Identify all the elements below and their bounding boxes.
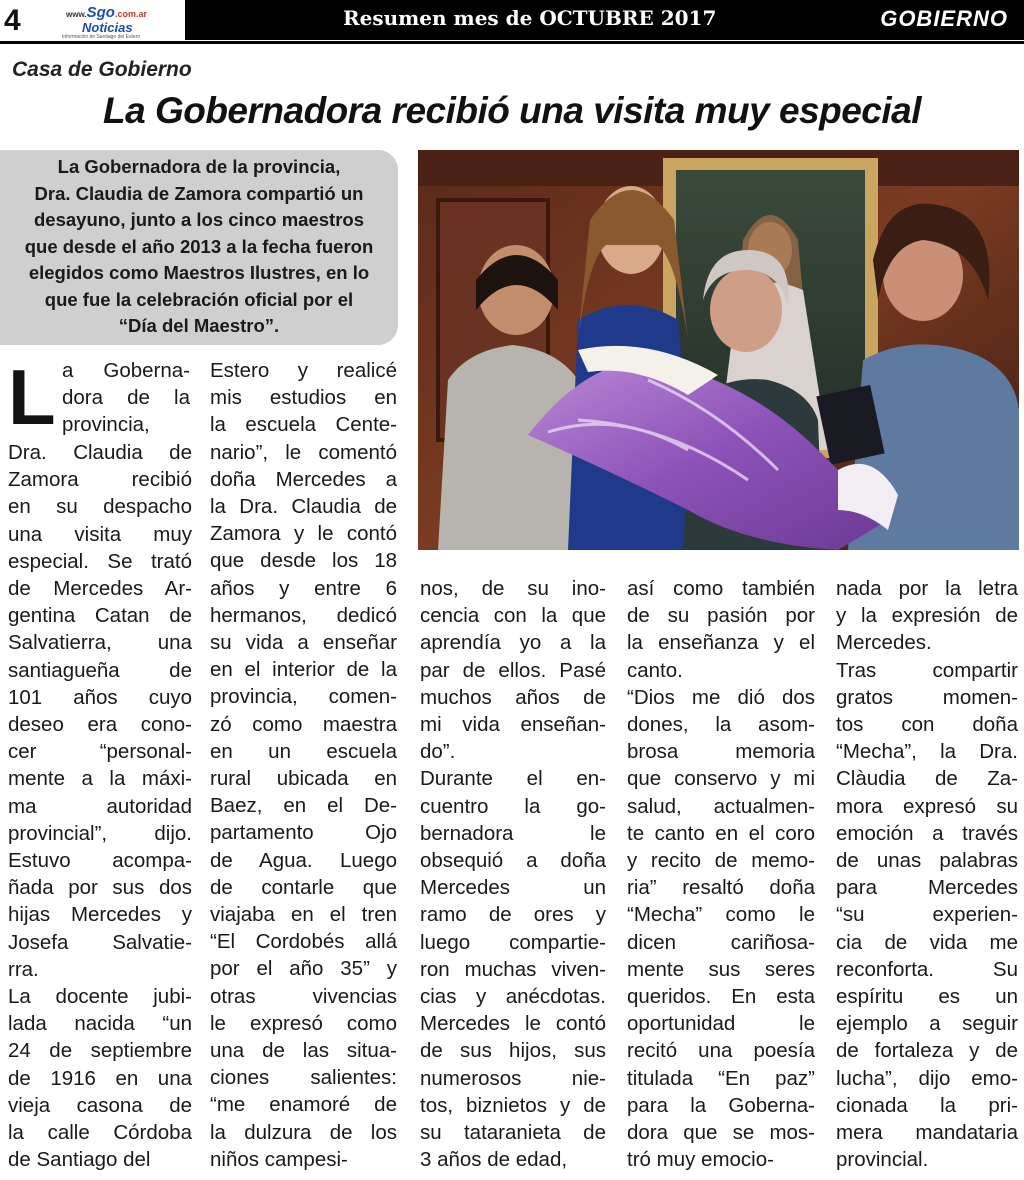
drop-cap: L	[8, 353, 56, 441]
page-number: 4	[4, 4, 21, 37]
text-line: La docente jubi-	[8, 985, 192, 1009]
text-line: luego compartie-	[420, 930, 606, 954]
text-line: nada por la letra	[836, 577, 1018, 600]
text-line: provincial”, dijo.	[8, 821, 192, 845]
text-line: queridos. En esta	[627, 985, 815, 1009]
headline: La Gobernadora recibió una visita muy especial	[102, 90, 921, 131]
text-line: vieja casona de	[8, 1093, 192, 1117]
text-line: “El Cordobés allá	[210, 930, 397, 954]
lead-line: “Día del Maestro”.	[118, 315, 280, 336]
text-line: y recito de memo-	[627, 849, 815, 873]
text-line: de Mercedes Ar-	[8, 577, 192, 601]
text-line: una de las situa-	[210, 1039, 397, 1063]
text-line: provincial.	[836, 1148, 929, 1172]
text-line: cencia con la que	[420, 604, 606, 628]
text-line: muchos años de	[420, 685, 606, 709]
sgo-noticias-logo: www.Sgo.com.ar Noticias Información de Santiago del Estero	[62, 4, 147, 40]
text-line: Estero y realicé	[210, 359, 397, 382]
text-line: ciones salientes:	[210, 1066, 397, 1090]
text-line: de su pasión por	[627, 604, 815, 628]
text-line: tró muy emocio-	[627, 1148, 774, 1172]
column-4	[627, 575, 815, 1173]
text-line: mente sus seres	[627, 957, 815, 981]
text-line: Mercedes le contó	[420, 1012, 606, 1036]
text-line: hijas Mercedes y	[8, 903, 192, 927]
text-line: cer “personal-	[8, 740, 192, 764]
text-line: Josefa Salvatie-	[8, 930, 192, 954]
text-line: Durante el en-	[420, 767, 606, 791]
text-line: reconforta. Su	[836, 957, 1018, 981]
header-bar	[185, 0, 1024, 40]
text-line: partamento Ojo	[210, 821, 397, 845]
lead-line: La Gobernadora de la provincia,	[57, 156, 341, 177]
lead-line: que fue la celebración oficial por el	[44, 288, 354, 310]
text-line: de contarle que	[210, 875, 397, 899]
text-line: para Mercedes	[836, 876, 1018, 900]
column-5	[836, 575, 1018, 1173]
text-line: gentina Catan de	[8, 604, 192, 628]
text-line: recitó una poesía	[627, 1039, 815, 1063]
text-line: “su experien-	[836, 903, 1018, 927]
text-line: mente a la máxi-	[8, 767, 192, 791]
text-line: mora expresó su	[836, 794, 1018, 818]
text-line: oportunidad le	[627, 1012, 815, 1036]
text-line: canto.	[627, 658, 683, 682]
text-line: de Agua. Luego	[210, 848, 397, 872]
text-line: dicen cariñosa-	[627, 930, 815, 954]
column-1-intro	[62, 357, 190, 439]
text-line: zó como maestra	[210, 712, 397, 736]
text-line: dora que se mos-	[627, 1121, 815, 1145]
text-line: doña Mercedes a	[210, 467, 397, 491]
text-line: Mercedes un	[420, 876, 606, 900]
text-line: años y entre 6	[210, 576, 397, 600]
text-line: lada nacida “un	[8, 1012, 192, 1036]
text-line: ma autoridad	[8, 794, 192, 818]
text-line: ria” resaltó doña	[627, 876, 815, 900]
text-line: “Mecha”, la Dra.	[836, 740, 1018, 764]
lead-box	[0, 150, 398, 345]
column-3	[420, 575, 606, 1173]
text-line: 101 años cuyo	[8, 685, 192, 709]
text-line: tos, biznietos y de	[420, 1093, 606, 1117]
text-line: le expresó como	[210, 1011, 397, 1035]
text-line: la Dra. Claudia de	[210, 495, 397, 519]
text-line: otras vivencias	[210, 984, 397, 1008]
text-line: ron muchas viven-	[420, 957, 606, 981]
text-line: ramo de ores y	[420, 903, 606, 927]
lead-line: desayuno, junto a los cinco maestros	[33, 209, 364, 230]
text-line: nario”, le comentó	[210, 440, 397, 464]
text-line: “Dios me dió dos	[627, 685, 815, 709]
text-line: la dulzura de los	[210, 1120, 397, 1144]
text-line: en su despacho	[8, 495, 192, 519]
text-line: Estuvo acompa-	[8, 849, 192, 873]
text-line: niños campesi-	[210, 1147, 348, 1171]
text-line: Salvatierra, una	[8, 631, 192, 655]
text-line: la enseñanza y el	[627, 631, 815, 655]
text-line: “me enamoré de	[210, 1093, 397, 1117]
column-1	[8, 439, 192, 1173]
text-line: par de ellos. Pasé	[420, 658, 606, 682]
text-line: rural ubicada en	[210, 767, 397, 791]
text-line: de fortaleza y de	[836, 1039, 1018, 1063]
text-line: hermanos, dedicó	[210, 603, 397, 627]
text-line: de 1916 en una	[8, 1066, 192, 1090]
text-line: cuentro la go-	[420, 794, 606, 818]
text-line: emoción a través	[836, 821, 1018, 845]
text-line: por el año 35” y	[210, 957, 397, 981]
text-line: viajaba en el tren	[210, 903, 397, 927]
text-line: así como también	[627, 577, 815, 600]
text-line: dones, la asom-	[627, 713, 815, 737]
article-photo	[418, 150, 1019, 550]
text-line: 3 años de edad,	[420, 1148, 568, 1172]
text-line: titulada “En paz”	[627, 1066, 815, 1090]
text-line: lucha”, dijo emo-	[836, 1066, 1018, 1090]
text-line: en un escuela	[210, 739, 397, 763]
text-line: que desde los 18	[210, 549, 397, 573]
text-line: Zamora y le contó	[210, 522, 397, 546]
text-line: deseo era cono-	[8, 713, 192, 737]
text-line: ejemplo a seguir	[836, 1012, 1018, 1036]
kicker: Casa de Gobierno	[12, 58, 192, 81]
section-label: GOBIERNO	[880, 6, 1008, 31]
text-line: “Mecha” como le	[627, 903, 815, 927]
text-line: Baez, en el De-	[210, 794, 397, 818]
text-line: gratos momen-	[836, 685, 1018, 709]
header-rule	[0, 41, 1024, 44]
text-line: mera mandataria	[836, 1121, 1018, 1145]
text-line: provincia, comen-	[210, 685, 397, 709]
text-line: aprendía yo a la	[420, 631, 606, 655]
text-line: de unas palabras	[836, 849, 1018, 873]
text-line: su vida a enseñar	[210, 631, 397, 655]
text-line: ñada por sus dos	[8, 876, 192, 900]
text-line: provincia,	[62, 413, 150, 437]
text-line: salud, actualmen-	[627, 794, 815, 818]
text-line: obsequió a doña	[420, 849, 606, 873]
text-line: nos, de su ino-	[420, 577, 606, 600]
text-line: Mercedes.	[836, 631, 932, 655]
text-line: que conservo y mi	[627, 767, 815, 791]
text-line: Dra. Claudia de	[8, 441, 192, 464]
text-line: do”.	[420, 740, 456, 764]
text-line: Tras compartir	[836, 658, 1018, 682]
text-line: su tataranieta de	[420, 1121, 606, 1145]
text-line: espíritu es un	[836, 985, 1018, 1009]
lead-line: que desde el año 2013 a la fecha fueron	[24, 235, 374, 257]
text-line: dora de la	[62, 386, 190, 410]
text-line: tos con doña	[836, 713, 1018, 737]
text-line: Clàudia de Za-	[836, 767, 1018, 791]
text-line: cia de vida me	[836, 930, 1018, 954]
text-line: la calle Córdoba	[8, 1121, 192, 1145]
text-line: cias y anécdotas.	[420, 985, 606, 1009]
text-line: y la expresión de	[836, 604, 1018, 628]
text-line: cionada la pri-	[836, 1093, 1018, 1117]
text-line: de Santiago del	[8, 1148, 151, 1172]
text-line: una visita muy	[8, 522, 192, 546]
text-line: a Goberna-	[62, 359, 190, 382]
text-line: mis estudios en	[210, 386, 397, 410]
text-line: rra.	[8, 957, 39, 981]
text-line: mi vida enseñan-	[420, 713, 606, 737]
text-line: numerosos nie-	[420, 1066, 606, 1090]
text-line: santiagueña de	[8, 658, 192, 682]
issue-label: Resumen mes de OCTUBRE 2017	[343, 6, 717, 30]
text-line: brosa memoria	[627, 740, 815, 764]
text-line: especial. Se trató	[8, 549, 192, 573]
lead-line: elegidos como Maestros Ilustres, en lo	[28, 262, 370, 283]
text-line: 24 de septiembre	[8, 1039, 192, 1063]
text-line: de sus hijos, sus	[420, 1039, 606, 1063]
lead-line: Dra. Claudia de Zamora compartió un	[34, 182, 364, 204]
text-line: te canto en el coro	[627, 821, 815, 845]
text-line: la escuela Cente-	[210, 413, 397, 437]
text-line: en el interior de la	[210, 658, 397, 682]
text-line: bernadora le	[420, 821, 606, 845]
text-line: para la Goberna-	[627, 1093, 815, 1117]
column-2	[210, 357, 397, 1173]
text-line: Zamora recibió	[8, 468, 192, 492]
